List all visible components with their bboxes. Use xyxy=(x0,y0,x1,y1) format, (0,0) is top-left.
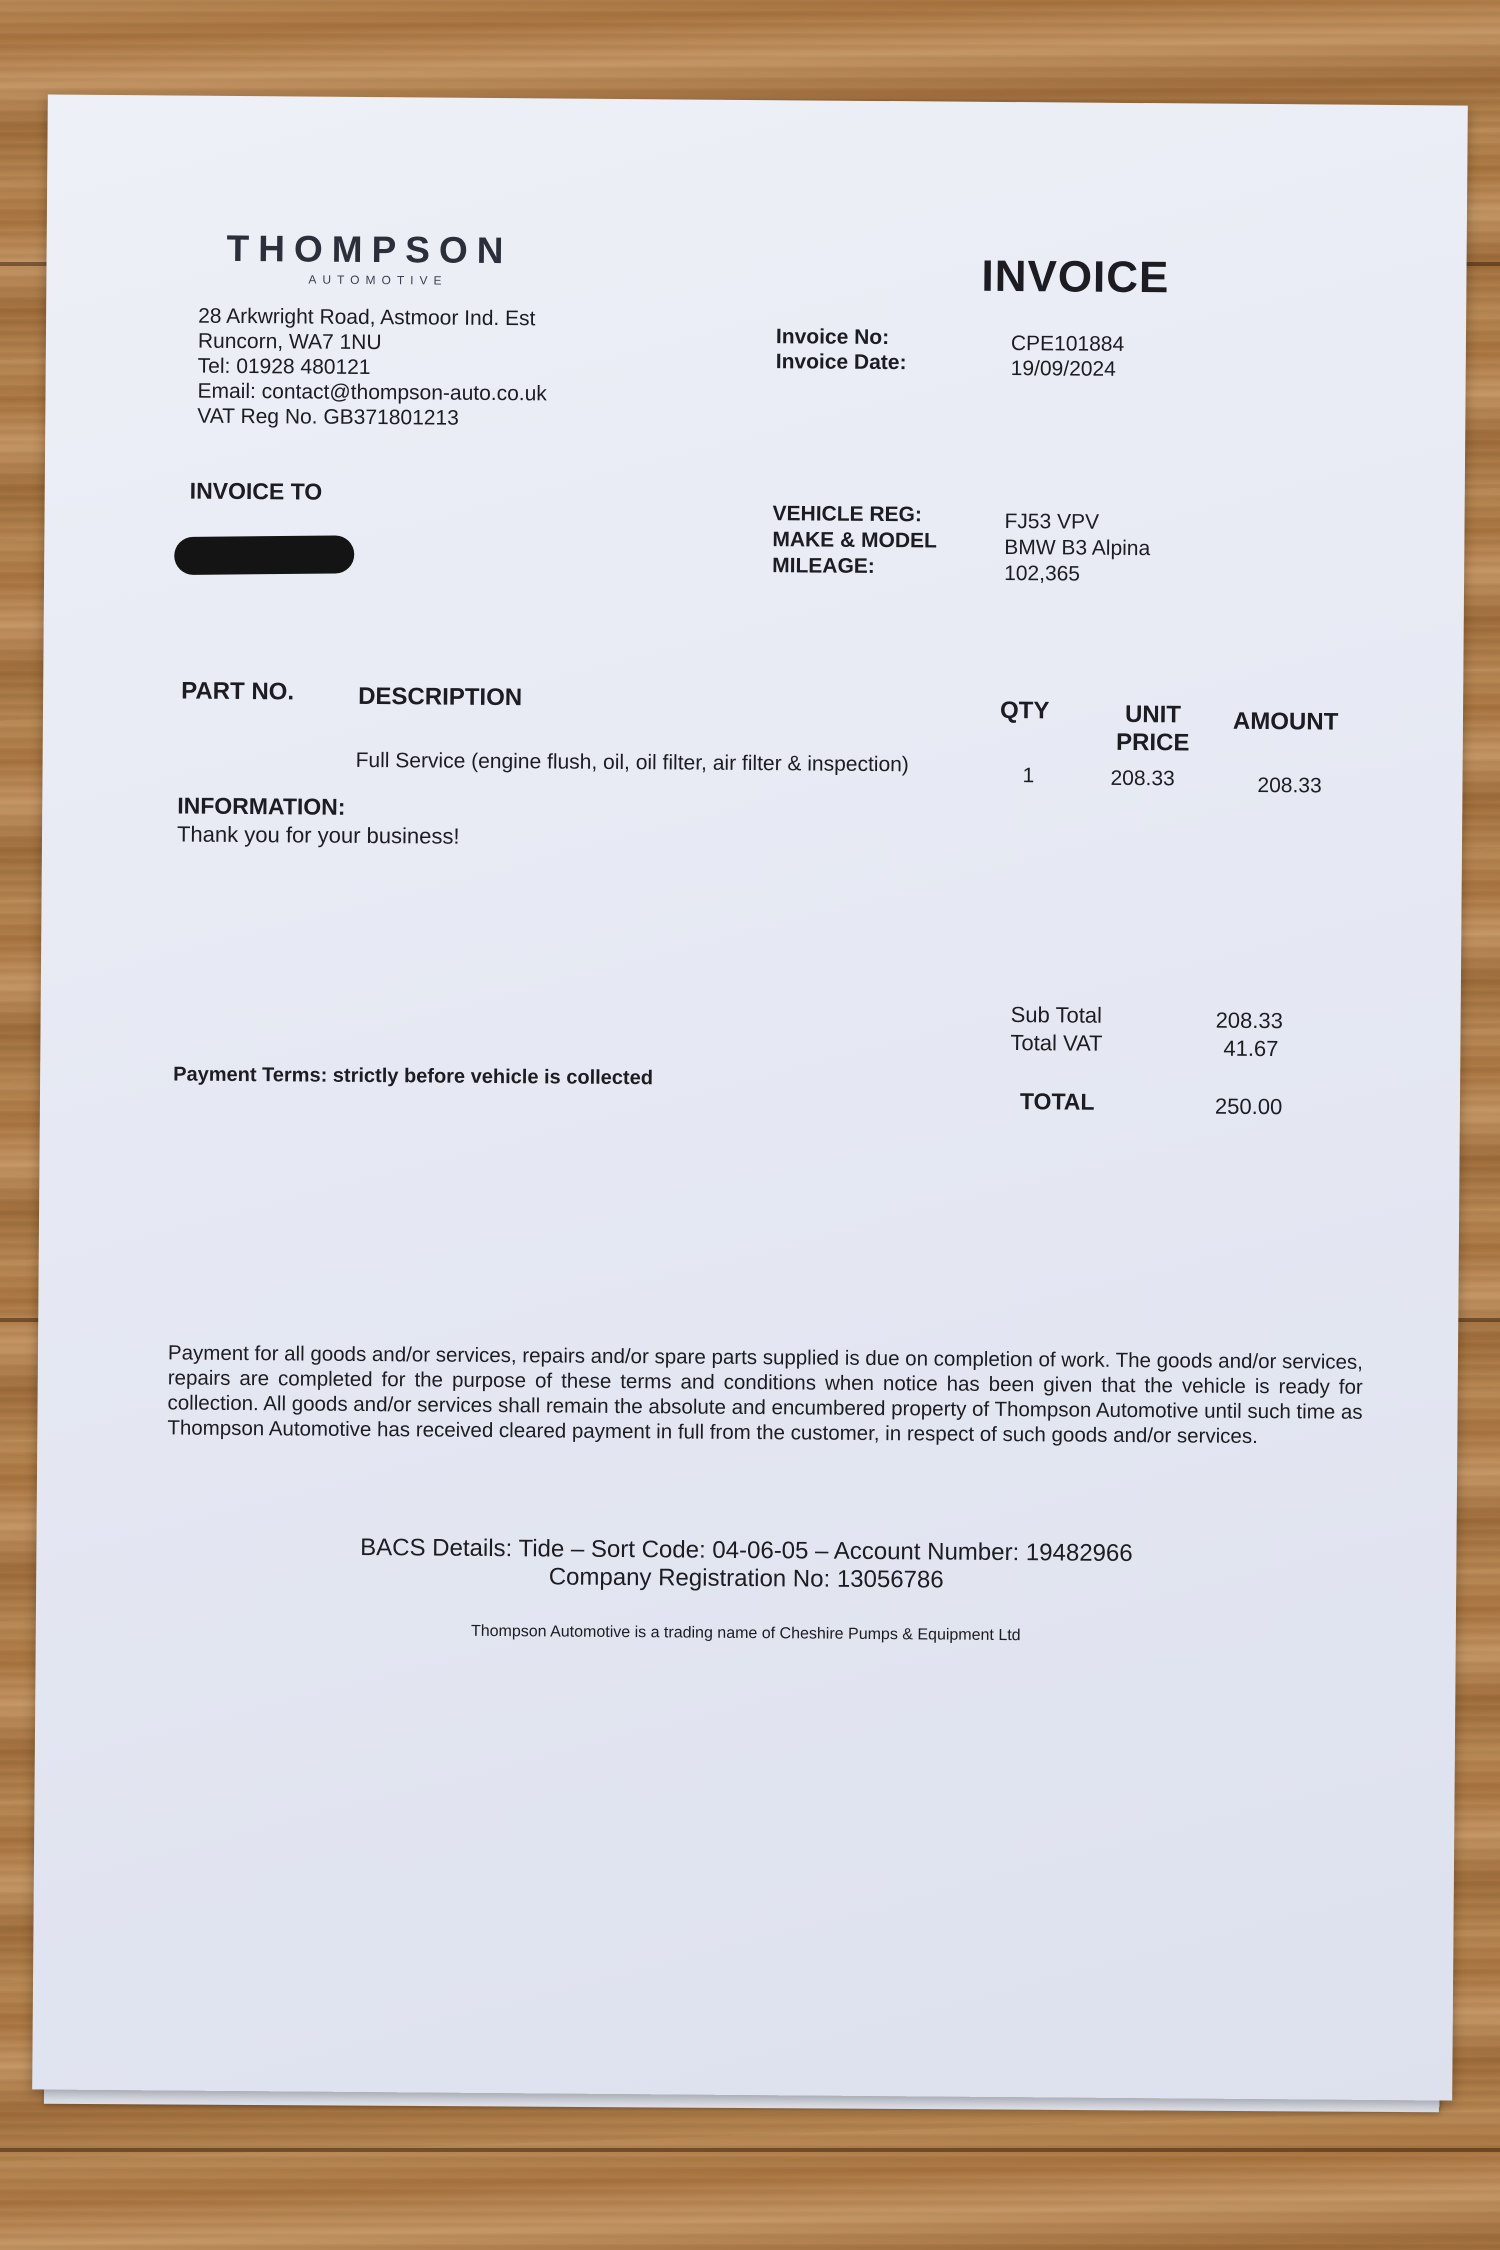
unit-price-header-line: UNIT xyxy=(1124,700,1182,729)
make-model-label: MAKE & MODEL xyxy=(772,528,937,553)
company-logo: THOMPSON xyxy=(226,227,513,272)
subtotal-label: Sub Total xyxy=(1010,1002,1103,1028)
mileage: 102,365 xyxy=(1004,561,1081,586)
total-label: TOTAL xyxy=(1019,1088,1095,1115)
column-header-part-no: PART NO. xyxy=(181,677,295,706)
line-item-qty: 1 xyxy=(1022,764,1035,788)
address-line: Runcorn, WA7 1NU xyxy=(197,329,382,355)
bank-details-line: BACS Details: Tide – Sort Code: 04-06-05 – Account Number: 19482966 xyxy=(360,1533,1133,1568)
line-item-description: Full Service (engine flush, oil, oil filter, air filter & inspection) xyxy=(355,748,909,777)
invoice-date: 19/09/2024 xyxy=(1010,357,1116,381)
vat-reg-line: VAT Reg No. GB371801213 xyxy=(197,404,459,430)
subtotal-value: 208.33 xyxy=(1215,1007,1284,1034)
wood-board-seam xyxy=(0,2148,1500,2152)
information-text: Thank you for your business! xyxy=(176,821,460,849)
column-header-qty: QTY xyxy=(999,696,1050,725)
company-address xyxy=(197,304,547,432)
bacs-details xyxy=(36,1531,1456,1598)
invoice-document xyxy=(32,94,1468,2100)
phone-line: Tel: 01928 480121 xyxy=(197,354,371,379)
vat-label: Total VAT xyxy=(1010,1030,1103,1056)
unit-price-header-line: PRICE xyxy=(1116,728,1190,757)
invoice-to-heading: INVOICE TO xyxy=(189,477,323,505)
line-item-amount: 208.33 xyxy=(1257,773,1322,798)
line-item-unit-price: 208.33 xyxy=(1110,766,1175,791)
vat-value: 41.67 xyxy=(1223,1035,1279,1062)
payment-terms: Payment Terms: strictly before vehicle is collected xyxy=(173,1063,654,1090)
address-line: 28 Arkwright Road, Astmoor Ind. Est xyxy=(198,304,536,331)
email-line: Email: contact@thompson-auto.co.uk xyxy=(197,379,547,406)
terms-and-conditions: Payment for all goods and/or services, repairs and/or spare parts supplied is due on completion of work. The goods and/or services, repairs are completed for the purpose of these terms and conditions when notice has been given that the vehicle is ready for collection. All goods and/or services shall remain the absolute and encumbered property of Thompson Automotive until such time as Thompson Automotive has received cleared payment in full from the customer, in respect of such goods and/or services. xyxy=(167,1341,1364,1448)
invoice-title: INVOICE xyxy=(981,251,1170,303)
vehicle-reg-label: VEHICLE REG: xyxy=(772,502,923,527)
information-heading: INFORMATION: xyxy=(177,792,346,820)
column-header-amount: AMOUNT xyxy=(1232,707,1339,736)
make-model: BMW B3 Alpina xyxy=(1004,535,1151,561)
company-logo-subtitle: AUTOMOTIVE xyxy=(308,272,448,288)
column-header-unit-price xyxy=(1093,701,1213,758)
column-header-description: DESCRIPTION xyxy=(358,682,523,712)
invoice-date-label: Invoice Date: xyxy=(775,350,907,375)
mileage-label: MILEAGE: xyxy=(772,554,875,578)
vehicle-reg: FJ53 VPV xyxy=(1004,509,1100,534)
trading-name-note: Thompson Automotive is a trading name of Cheshire Pumps & Equipment Ltd xyxy=(470,1622,1021,1645)
invoice-number-label: Invoice No: xyxy=(775,325,890,350)
invoice-number: CPE101884 xyxy=(1010,332,1125,356)
redacted-customer-name xyxy=(174,535,354,575)
total-value: 250.00 xyxy=(1214,1093,1283,1120)
company-registration-line: Company Registration No: 13056786 xyxy=(548,1563,944,1594)
